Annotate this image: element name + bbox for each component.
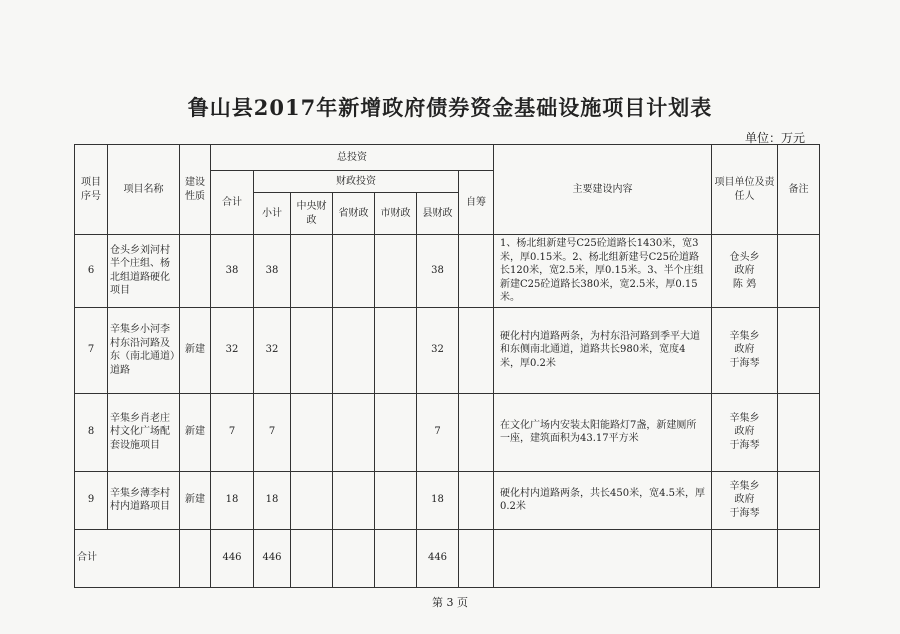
cell-sum: 7 <box>211 393 254 471</box>
page-number: 第 3 页 <box>432 596 468 609</box>
cell-subtotal: 7 <box>254 393 291 471</box>
header-unit-person: 项目单位及责任人 <box>712 145 778 235</box>
unit-line-2: 政府 <box>734 494 755 506</box>
cell-unit-person <box>712 471 778 529</box>
cell-county: 32 <box>417 307 459 393</box>
table-row <box>75 393 820 471</box>
person-name: 于海琴 <box>729 357 760 369</box>
cell-name: 辛集乡肖老庄村文化广场配套设施项目 <box>108 393 180 471</box>
header-fiscal: 财政投资 <box>254 171 459 193</box>
cell-nature: 新建 <box>180 471 211 529</box>
unit-line-1: 辛集乡 <box>729 480 760 492</box>
header-subtotal: 小计 <box>254 193 291 235</box>
cell-remark <box>778 393 820 471</box>
header-province: 省财政 <box>333 193 375 235</box>
total-row <box>75 529 820 587</box>
cell-content: 硬化村内道路两条，共长450米，宽4.5米，厚0.2米 <box>494 471 712 529</box>
page-title: 鲁山县2017年新增政府债券资金基础设施项目计划表 <box>187 95 713 120</box>
cell-self <box>459 393 494 471</box>
total-province <box>333 529 375 587</box>
total-label: 合计 <box>75 529 180 587</box>
header-nature: 建设性质 <box>180 145 211 235</box>
table-row <box>75 307 820 393</box>
total-subtotal: 446 <box>254 529 291 587</box>
cell-county: 38 <box>417 235 459 308</box>
cell-city <box>375 307 417 393</box>
cell-content: 硬化村内道路两条，为村东沿河路到季平大道和东侧南北通道，道路共长980米，宽度4米，厚0.2米 <box>494 307 712 393</box>
cell-name: 辛集乡薄李村村内道路项目 <box>108 471 180 529</box>
cell-central <box>291 393 333 471</box>
cell-self <box>459 235 494 308</box>
cell-central <box>291 235 333 308</box>
total-county: 446 <box>417 529 459 587</box>
project-plan-table <box>74 144 820 588</box>
cell-nature: 新建 <box>180 307 211 393</box>
cell-name: 辛集乡小河李村东沿河路及东（南北通道）道路 <box>108 307 180 393</box>
cell-seq: 9 <box>75 471 108 529</box>
cell-nature: 新建 <box>180 393 211 471</box>
header-sum: 合计 <box>211 171 254 235</box>
person-name: 于海琴 <box>729 439 760 451</box>
total-city <box>375 529 417 587</box>
header-seq: 项目序号 <box>75 145 108 235</box>
header-county: 县财政 <box>417 193 459 235</box>
header-total-invest: 总投资 <box>211 145 494 171</box>
cell-seq: 8 <box>75 393 108 471</box>
header-content: 主要建设内容 <box>494 145 712 235</box>
cell-province <box>333 235 375 308</box>
cell-city <box>375 235 417 308</box>
cell-subtotal: 32 <box>254 307 291 393</box>
cell-remark <box>778 471 820 529</box>
cell-nature <box>180 235 211 308</box>
cell-central <box>291 307 333 393</box>
header-city: 市财政 <box>375 193 417 235</box>
cell-name: 仓头乡刘河村半个庄组、杨北组道路硬化项目 <box>108 235 180 308</box>
total-sum: 446 <box>211 529 254 587</box>
unit-line-1: 辛集乡 <box>729 412 760 424</box>
cell-sum: 38 <box>211 235 254 308</box>
unit-line-1: 仓头乡 <box>729 251 760 263</box>
header-self: 自筹 <box>459 171 494 235</box>
header-name: 项目名称 <box>108 145 180 235</box>
cell-province <box>333 307 375 393</box>
cell-sum: 32 <box>211 307 254 393</box>
cell-sum: 18 <box>211 471 254 529</box>
total-central <box>291 529 333 587</box>
cell-subtotal: 18 <box>254 471 291 529</box>
cell-seq: 6 <box>75 235 108 308</box>
unit-line-2: 政府 <box>734 344 755 356</box>
cell-unit-person <box>712 393 778 471</box>
cell-county: 7 <box>417 393 459 471</box>
cell-content: 在文化广场内安装太阳能路灯7盏，新建厕所一座，建筑面积为43.17平方米 <box>494 393 712 471</box>
total-remark <box>778 529 820 587</box>
header-central: 中央财政 <box>291 193 333 235</box>
cell-city <box>375 471 417 529</box>
cell-subtotal: 38 <box>254 235 291 308</box>
cell-central <box>291 471 333 529</box>
cell-unit-person <box>712 307 778 393</box>
total-nature <box>180 529 211 587</box>
cell-county: 18 <box>417 471 459 529</box>
table-row <box>75 471 820 529</box>
table-row <box>75 235 820 308</box>
total-unit-person <box>712 529 778 587</box>
cell-self <box>459 307 494 393</box>
cell-province <box>333 393 375 471</box>
unit-line-2: 政府 <box>734 265 755 276</box>
cell-seq: 7 <box>75 307 108 393</box>
cell-city <box>375 393 417 471</box>
person-name: 陈 䴔 <box>732 278 757 290</box>
cell-self <box>459 471 494 529</box>
header-remark: 备注 <box>778 145 820 235</box>
unit-line-1: 辛集乡 <box>729 330 760 342</box>
cell-unit-person <box>712 235 778 308</box>
cell-province <box>333 471 375 529</box>
cell-remark <box>778 235 820 308</box>
unit-label: 单位：万元 <box>744 131 805 145</box>
person-name: 于海琴 <box>729 507 760 519</box>
unit-line-2: 政府 <box>734 426 755 438</box>
total-self <box>459 529 494 587</box>
cell-remark <box>778 307 820 393</box>
total-content <box>494 529 712 587</box>
cell-content: 1、杨北组新建号C25砼道路长1430米，宽3米，厚0.15米。2、杨北组新建号C25砼道路长120米，宽2.5米，厚0.15米。3、半个庄组新建C25砼道路长380米，宽2.5米，厚0.15米。 <box>494 235 712 308</box>
